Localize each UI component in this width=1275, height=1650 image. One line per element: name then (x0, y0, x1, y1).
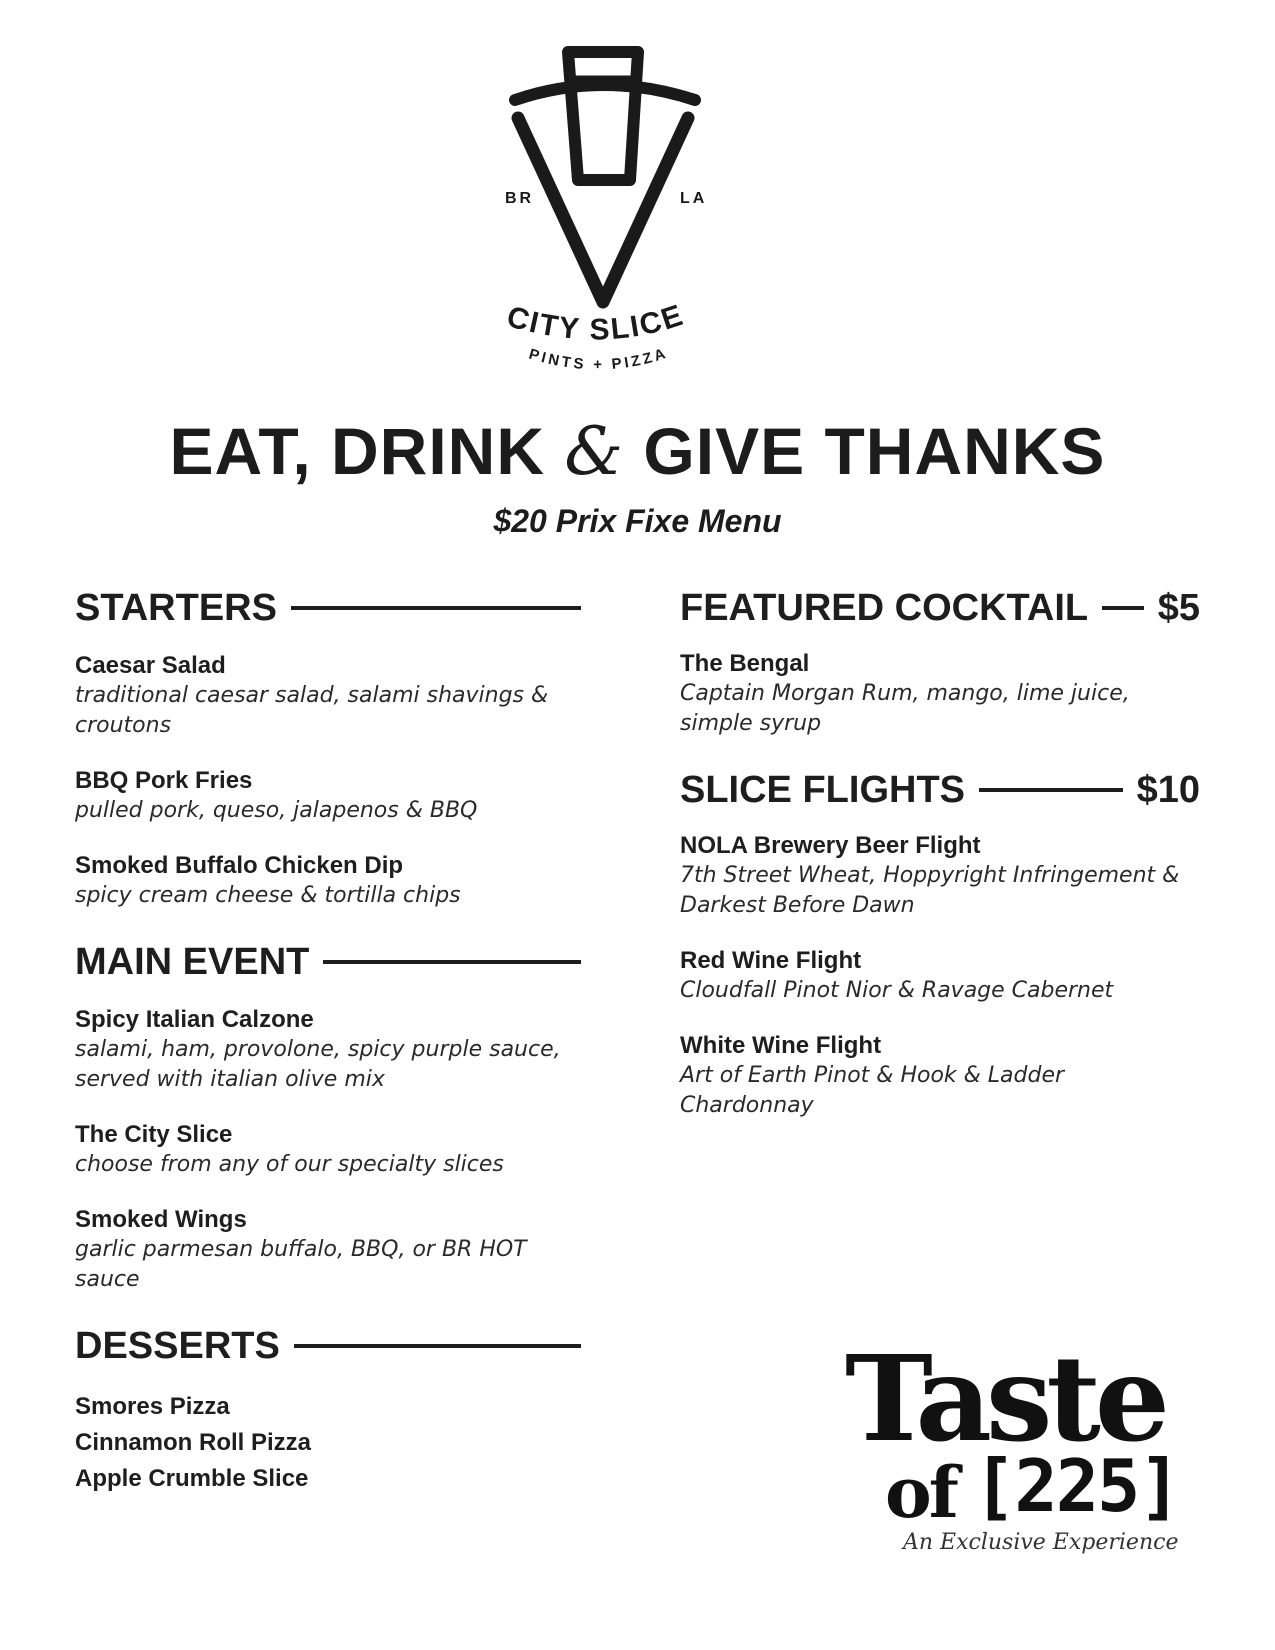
section-divider (1102, 606, 1144, 610)
menu-item (680, 1031, 1200, 1121)
section-header (75, 585, 595, 631)
section-header (680, 767, 1200, 813)
menu-item-description: salami, ham, provolone, spicy purple sauce, served with italian olive mix (75, 1037, 561, 1092)
taste-of-225-logo (845, 1329, 1180, 1570)
svg-text:PINTS + PIZZA (527, 345, 670, 374)
menu-item-name: Red Wine Flight (680, 947, 862, 974)
title-part-1: EAT, DRINK (169, 414, 565, 488)
title-part-2: GIVE THANKS (624, 414, 1106, 488)
city-slice-logo (500, 40, 750, 385)
menu-item-name: Caesar Salad (75, 652, 226, 679)
menu-item-name: BBQ Pork Fries (75, 767, 253, 794)
menu-item-name: Spicy Italian Calzone (75, 1006, 314, 1033)
menu-item-name: The City Slice (75, 1121, 233, 1148)
section-main-event (75, 939, 595, 1295)
menu-item-name: Apple Crumble Slice (75, 1465, 309, 1492)
section-featured-cocktail (680, 585, 1200, 739)
section-title: MAIN EVENT (75, 941, 310, 983)
menu-item (75, 651, 595, 741)
page-subtitle: $20 Prix Fixe Menu (493, 503, 782, 539)
logo-right-letters: LA (680, 190, 708, 207)
menu-item-description: Art of Earth Pinot & Hook & Ladder Chardonnay (680, 1063, 1065, 1118)
menu-item (680, 831, 1200, 921)
menu-item (75, 1005, 595, 1095)
section-header (75, 1323, 595, 1369)
menu-item (75, 1120, 595, 1180)
svg-text:CITY SLICE (503, 298, 688, 346)
section-divider (294, 1344, 581, 1348)
section-header (680, 585, 1200, 631)
section-title: STARTERS (75, 587, 277, 629)
menu-item-name: Cinnamon Roll Pizza (75, 1429, 312, 1456)
brand-text: CITY SLICE (503, 298, 689, 347)
menu-item-description: garlic parmesan buffalo, BBQ, or BR HOT sauce (75, 1237, 527, 1292)
menu-item-name: Smoked Wings (75, 1206, 247, 1233)
section-title: SLICE FLIGHTS (680, 769, 965, 811)
menu-item-description: Cloudfall Pinot Nior & Ravage Cabernet (680, 978, 1114, 1003)
taste-word: Taste (845, 1329, 1164, 1468)
menu-item (75, 1205, 595, 1295)
right-menu-column (680, 585, 1200, 1121)
page-title (0, 413, 1275, 490)
menu-item-description: pulled pork, queso, jalapenos & BBQ (75, 798, 478, 823)
section-title: DESSERTS (75, 1325, 280, 1367)
pint-glass-pizza-slice-icon (500, 40, 750, 385)
brand-tagline: PINTS + PIZZA (526, 344, 671, 374)
menu-item-name: Smoked Buffalo Chicken Dip (75, 852, 404, 879)
section-starters (75, 585, 595, 911)
section-header (75, 939, 595, 985)
menu-item-description: 7th Street Wheat, Hoppyright Infringement & Darkest Before Dawn (680, 863, 1180, 918)
section-slice-flights (680, 767, 1200, 1121)
section-desserts (75, 1323, 595, 1497)
logo-left-letters: BR (505, 190, 535, 207)
section-price: $10 (1136, 769, 1200, 811)
menu-item-name: White Wine Flight (680, 1032, 882, 1059)
menu-item-name: NOLA Brewery Beer Flight (680, 832, 981, 859)
section-price: $5 (1157, 587, 1200, 629)
section-title: FEATURED COCKTAIL (680, 587, 1089, 629)
menu-item-description: Captain Morgan Rum, mango, lime juice, simple syrup (680, 681, 1130, 736)
menu-item-description: traditional caesar salad, salami shavings & croutons (75, 683, 549, 738)
menu-item (680, 946, 1200, 1006)
menu-item (680, 649, 1200, 739)
menu-item (75, 766, 595, 826)
left-menu-column (75, 585, 595, 1497)
menu-item-name: Smores Pizza (75, 1393, 230, 1420)
taste-number: [225] (973, 1444, 1180, 1528)
title-ampersand: & (564, 413, 625, 490)
taste-of: of (885, 1451, 956, 1534)
menu-item-name: The Bengal (680, 650, 810, 677)
section-divider (979, 788, 1123, 792)
section-divider (291, 606, 581, 610)
taste-tagline: An Exclusive Experience (903, 1530, 1179, 1555)
menu-item-description: choose from any of our specialty slices (75, 1152, 504, 1177)
menu-item-description: spicy cream cheese & tortilla chips (75, 883, 461, 908)
menu-item (75, 851, 595, 911)
section-divider (323, 960, 581, 964)
